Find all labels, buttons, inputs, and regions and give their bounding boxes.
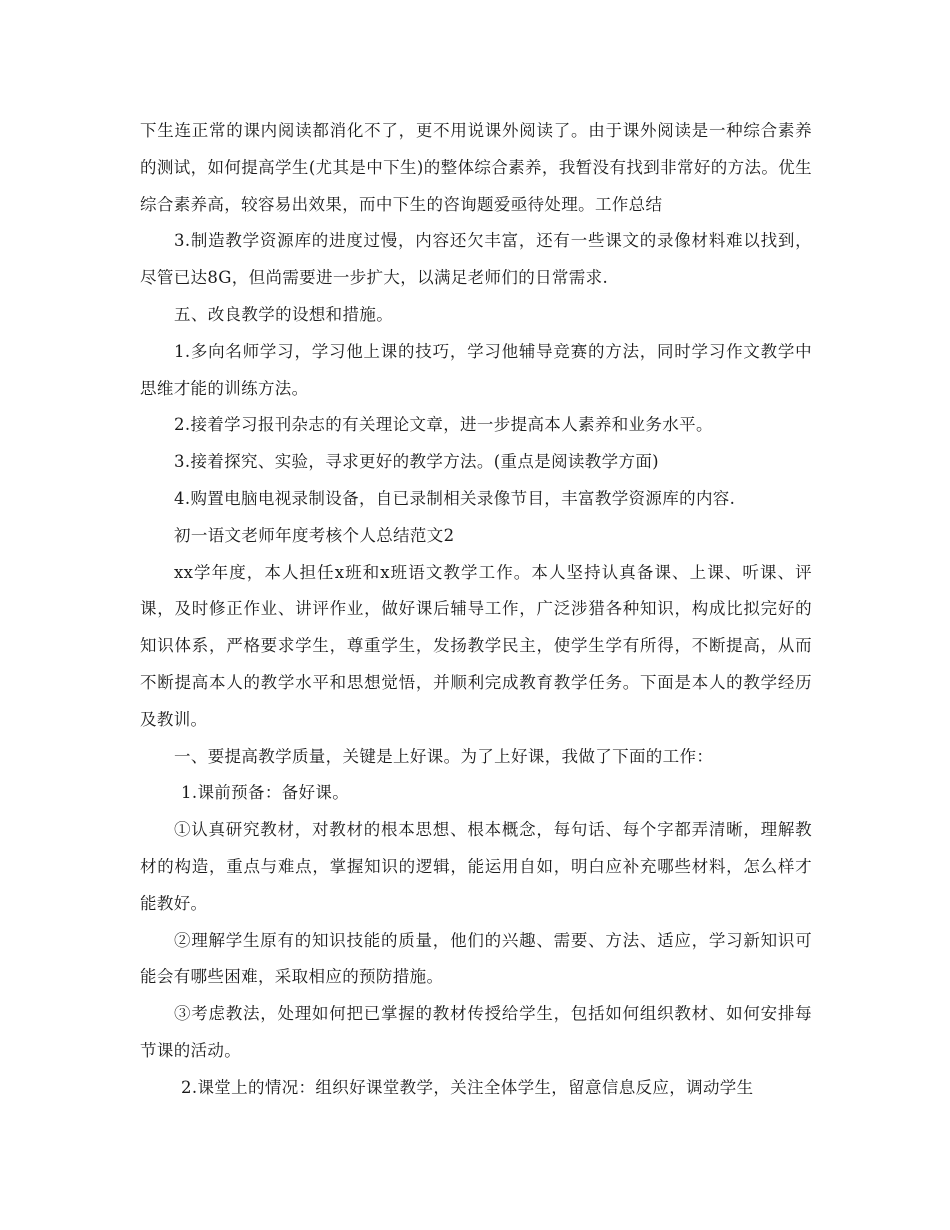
paragraph: xx学年度，本人担任x班和x班语文教学工作。本人坚持认真备课、上课、听课、评课，及时修正作业、讲评作业，做好课后辅导工作，广泛涉猎各种知识，构成比拟完好的知识体系，严格要求学生，尊重学生，发扬教学民主，使学生学有所得，不断提高，从而不断提高本人的教学水平和思想觉悟，并顺利完成教育教学任务。下面是本人的教学经历及教训。 <box>140 562 812 729</box>
list-item: 1.多向名师学习，学习他上课的技巧，学习他辅导竞赛的方法，同时学习作文教学中思维才能的训练方法。 <box>140 341 812 398</box>
list-item: 2.接着学习报刊杂志的有关理论文章，进一步提高本人素养和业务水平。 <box>174 415 713 435</box>
subsection-heading: 2.课堂上的情况：组织好课堂教学，关注全体学生，留意信息反应，调动学生 <box>181 1077 754 1097</box>
list-item: ②理解学生原有的知识技能的质量，他们的兴趣、需要、方法、适应，学习新知识可能会有哪些困难，采取相应的预防措施。 <box>140 930 812 987</box>
section-heading: 五、改良教学的设想和措施。 <box>174 304 394 324</box>
article-title: 初一语文老师年度考核个人总结范文2 <box>174 525 455 545</box>
section-heading: 一、要提高教学质量，关键是上好课。为了上好课，我做了下面的工作： <box>174 746 714 766</box>
list-item: 4.购置电脑电视录制设备，自已录制相关录像节目，丰富教学资源库的内容. <box>174 488 736 508</box>
document-body <box>140 113 812 1107</box>
subsection-heading: 1.课前预备：备好课。 <box>181 783 350 803</box>
paragraph: 下生连正常的课内阅读都消化不了，更不用说课外阅读了。由于课外阅读是一种综合素养的测试，如何提高学生(尤其是中下生)的整体综合素养，我暂没有找到非常好的方法。优生综合素养高，较容易出效果，而中下生的咨询题爱亟待处理。工作总结 <box>140 121 812 214</box>
list-item: ③考虑教法，处理如何把已掌握的教材传授给学生，包括如何组织教材、如何安排每节课的活动。 <box>140 1004 812 1060</box>
paragraph: 3.制造教学资源库的进度过慢，内容还欠丰富，还有一些课文的录像材料难以找到，尽管已达8G，但尚需要进一步扩大，以满足老师们的日常需求. <box>140 231 812 288</box>
list-item: ①认真研究教材，对教材的根本思想、根本概念，每句话、每个字都弄清晰，理解教材的构造，重点与难点，掌握知识的逻辑，能运用自如，明白应补充哪些材料，怎么样才能教好。 <box>140 820 812 913</box>
list-item: 3.接着探究、实验，寻求更好的教学方法。(重点是阅读教学方面) <box>174 452 659 472</box>
